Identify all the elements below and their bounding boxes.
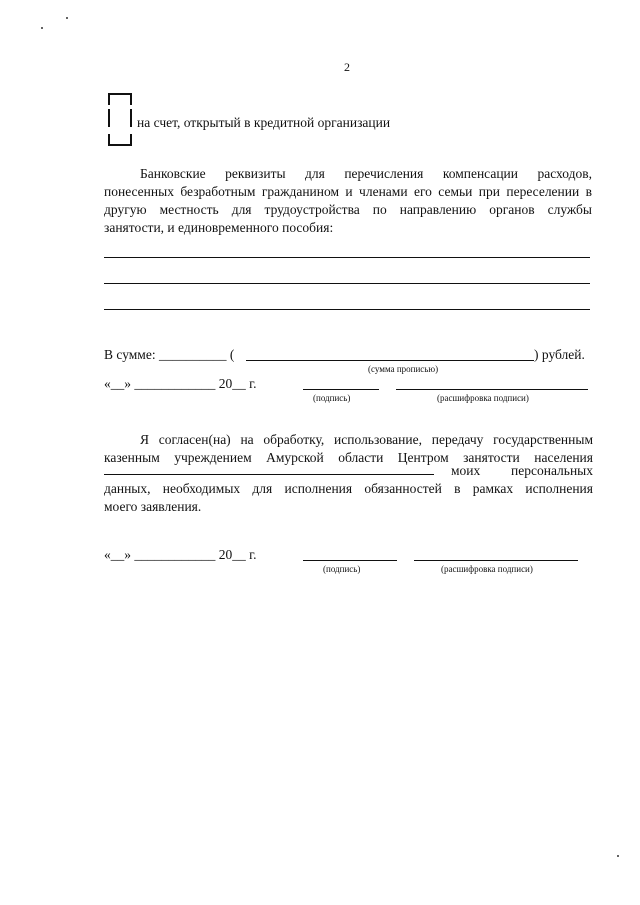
sign1-date: «__» ____________ 20__ г. <box>104 376 257 391</box>
bank-details-line-4: занятости, и единовременного пособия: <box>104 220 334 235</box>
amount-words-field[interactable] <box>246 360 534 361</box>
checkbox-bracket-bottom <box>108 134 132 146</box>
sign1-signature-field[interactable] <box>303 389 379 390</box>
sign2-signature-caption: (подпись) <box>323 564 361 574</box>
amount-suffix: ) рублей. <box>534 347 585 362</box>
consent-organization-field[interactable] <box>104 474 434 475</box>
checkbox-option-label: на счет, открытый в кредитной организации <box>137 115 391 130</box>
bank-details-blank-line-1[interactable] <box>104 257 590 258</box>
sign1-signature-caption: (подпись) <box>313 393 351 403</box>
scan-speck <box>617 855 619 857</box>
page-number: 2 <box>344 60 350 74</box>
scan-speck <box>41 27 43 29</box>
bank-details-line-1: Банковские реквизиты для перечисления компенсации расходов, <box>140 166 592 181</box>
sign2-signature-field[interactable] <box>303 560 397 561</box>
sign2-decoding-field[interactable] <box>414 560 578 561</box>
amount-caption: (сумма прописью) <box>368 364 439 374</box>
consent-line-1: Я согласен(на) на обработку, использование, передачу государственным <box>140 432 593 447</box>
sign1-decoding-caption: (расшифровка подписи) <box>437 393 529 403</box>
bank-details-line-2: понесенных безработным гражданином и членами его семьи при переселении в <box>104 184 592 199</box>
sign2-date: «__» ____________ 20__ г. <box>104 547 257 562</box>
amount-prefix: В сумме: __________ ( <box>104 347 235 362</box>
bank-details-line-3: другую местность для трудоустройства по направлению органов службы <box>104 202 592 217</box>
checkbox-bracket-mid <box>108 109 132 127</box>
scan-speck <box>66 17 68 19</box>
consent-line-3-tail: моих персональных <box>451 463 593 478</box>
sign1-decoding-field[interactable] <box>396 389 588 390</box>
consent-line-4: данных, необходимых для исполнения обязанностей в рамках исполнения <box>104 481 593 496</box>
checkbox-bracket-top <box>108 93 132 105</box>
bank-details-blank-line-2[interactable] <box>104 283 590 284</box>
sign2-decoding-caption: (расшифровка подписи) <box>441 564 533 574</box>
consent-line-5: моего заявления. <box>104 499 202 514</box>
consent-line-2: казенным учреждением Амурской области Центром занятости населения <box>104 450 593 465</box>
bank-details-blank-line-3[interactable] <box>104 309 590 310</box>
